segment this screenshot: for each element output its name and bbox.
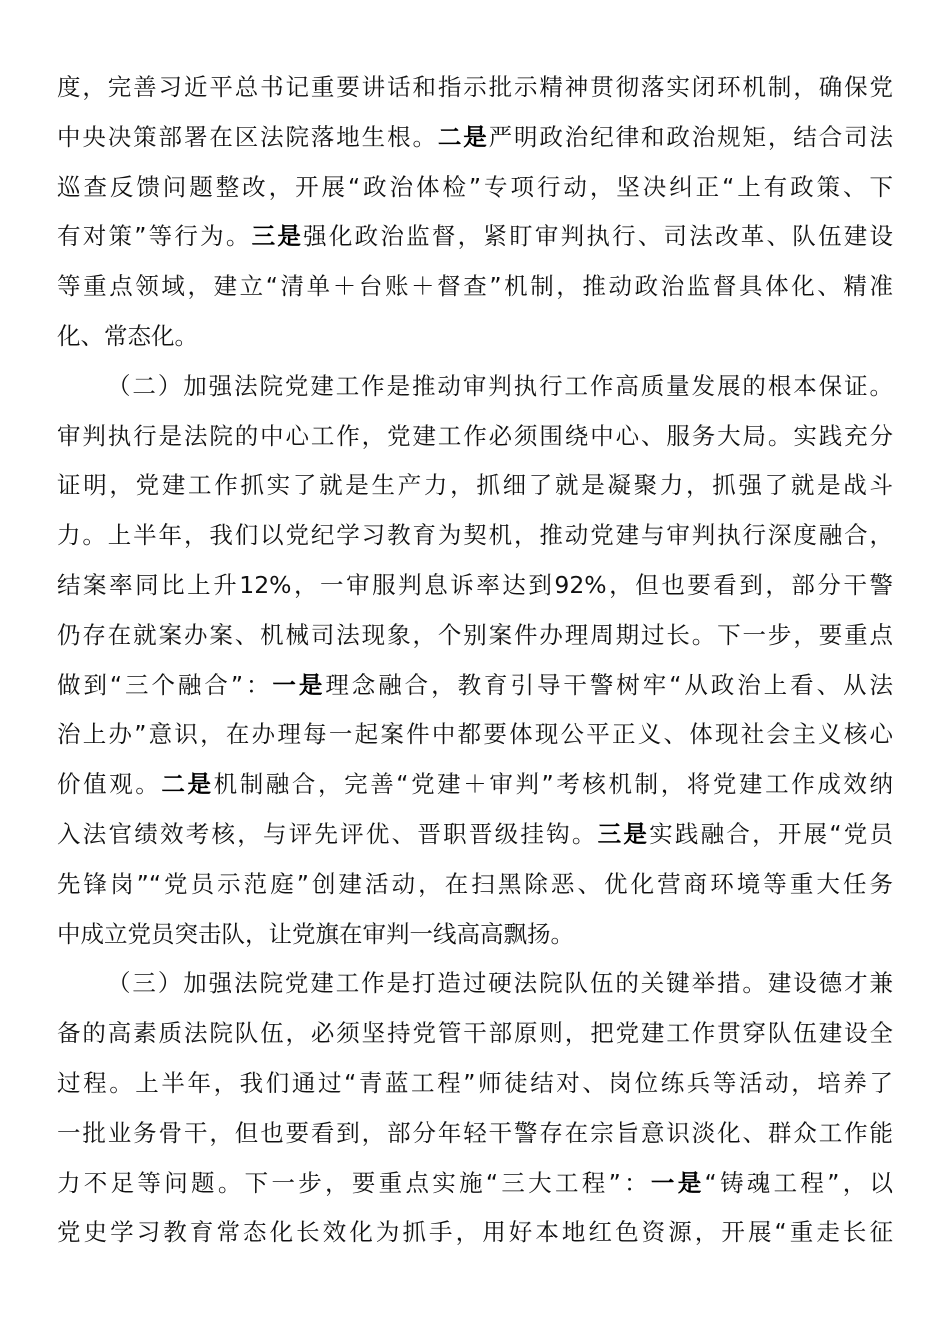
text-segment: 价值观。 xyxy=(57,770,162,799)
text-segment: 化、常态化。 xyxy=(57,322,198,350)
text-segment: 证明，党建工作抓实了就是生产力，抓细了就是凝聚力，抓强了就是战斗 xyxy=(57,471,893,500)
text-line xyxy=(57,610,893,660)
bold-marker: 二是 xyxy=(437,122,489,151)
bold-marker: 二是 xyxy=(161,770,214,799)
text-segment: 一批业务骨干，但也要看到，部分年轻干警存在宗旨意识淡化、群众工作能 xyxy=(57,1118,893,1147)
text-segment: 实践融合，开展“党员 xyxy=(649,820,894,848)
text-line xyxy=(57,510,893,560)
text-segment: 党史学习教育常态化长效化为抓手，用好本地红色资源，开展“重走长征 xyxy=(57,1218,893,1247)
text-segment: 严明政治纪律和政治规矩，结合司法 xyxy=(488,122,893,151)
text-segment: 先锋岗”“党员示范庭”创建活动，在扫黑除恶、优化营商环境等重大任务 xyxy=(57,869,893,898)
text-segment: 仍存在就案办案、机械司法现象，个别案件办理周期过长。下一步，要重点 xyxy=(57,620,893,649)
text-segment: 机制融合，完善“党建＋审判”考核机制，将党建工作成效纳 xyxy=(213,770,894,799)
text-segment: 做到“三个融合”： xyxy=(57,670,273,699)
text-segment: 治上办”意识，在办理每一起案件中都要体现公平正义、体现社会主义核心 xyxy=(57,720,893,749)
text-line xyxy=(57,62,893,112)
text-line xyxy=(57,112,893,162)
text-segment: 入法官绩效考核，与评先评优、晋职晋级挂钩。 xyxy=(57,820,598,848)
text-segment: 力。上半年，我们以党纪学习教育为契机，推动党建与审判执行深度融合， xyxy=(57,521,893,550)
text-line xyxy=(57,759,893,809)
text-segment: 结案率同比上升12%，一审服判息诉率达到92%，但也要看到，部分干警 xyxy=(57,571,893,599)
text-line xyxy=(57,709,893,759)
text-segment: 备的高素质法院队伍，必须坚持党管干部原则，把党建工作贯穿队伍建设全 xyxy=(57,1019,893,1048)
text-line xyxy=(57,411,893,461)
text-line xyxy=(57,460,893,510)
text-segment: 有对策”等行为。 xyxy=(57,222,252,251)
bold-marker: 一是 xyxy=(650,1168,705,1197)
bold-marker: 三是 xyxy=(597,820,650,848)
text-line xyxy=(57,809,893,859)
text-segment: （三）加强法院党建工作是打造过硬法院队伍的关键举措。建设德才兼 xyxy=(107,969,893,998)
text-segment: 审判执行是法院的中心工作，党建工作必须围绕中心、服务大局。实践充分 xyxy=(57,421,893,450)
text-segment: “铸魂工程”，以 xyxy=(704,1168,894,1197)
text-line xyxy=(57,261,893,311)
text-segment: 中央决策部署在区法院落地生根。 xyxy=(57,122,438,151)
text-segment: 理念融合，教育引导干警树牢“从政治上看、从法 xyxy=(325,670,893,699)
text-segment: 力不足等问题。下一步，要重点实施“三大工程”： xyxy=(57,1168,651,1197)
text-line xyxy=(57,1108,893,1158)
text-line xyxy=(107,361,893,411)
text-line xyxy=(57,660,893,710)
text-segment: 强化政治监督，紧盯审判执行、司法改革、队伍建设 xyxy=(303,222,894,251)
text-line xyxy=(57,560,893,610)
text-line xyxy=(57,162,893,212)
text-segment: （二）加强法院党建工作是推动审判执行工作高质量发展的根本保证。 xyxy=(107,371,893,400)
text-segment: 中成立党员突击队，让党旗在审判一线高高飘扬。 xyxy=(57,919,574,948)
text-segment: 巡查反馈问题整改，开展“政治体检”专项行动，坚决纠正“上有政策、下 xyxy=(57,172,893,201)
text-segment: 过程。上半年，我们通过“青蓝工程”师徒结对、岗位练兵等活动，培养了 xyxy=(57,1069,893,1097)
text-line xyxy=(107,958,893,1008)
bold-marker: 一是 xyxy=(272,670,326,699)
text-line xyxy=(57,1058,893,1108)
text-segment: 等重点领域，建立“清单＋台账＋督查”机制，推动政治监督具体化、精准 xyxy=(57,272,893,301)
text-line xyxy=(57,1158,893,1208)
text-line xyxy=(57,211,893,261)
text-line xyxy=(57,859,893,909)
text-segment: 度，完善习近平总书记重要讲话和指示批示精神贯彻落实闭环机制，确保党 xyxy=(57,73,893,101)
text-line xyxy=(57,1008,893,1058)
text-line xyxy=(57,1207,893,1257)
text-line xyxy=(57,909,893,959)
text-line xyxy=(57,311,893,361)
bold-marker: 三是 xyxy=(251,222,304,251)
